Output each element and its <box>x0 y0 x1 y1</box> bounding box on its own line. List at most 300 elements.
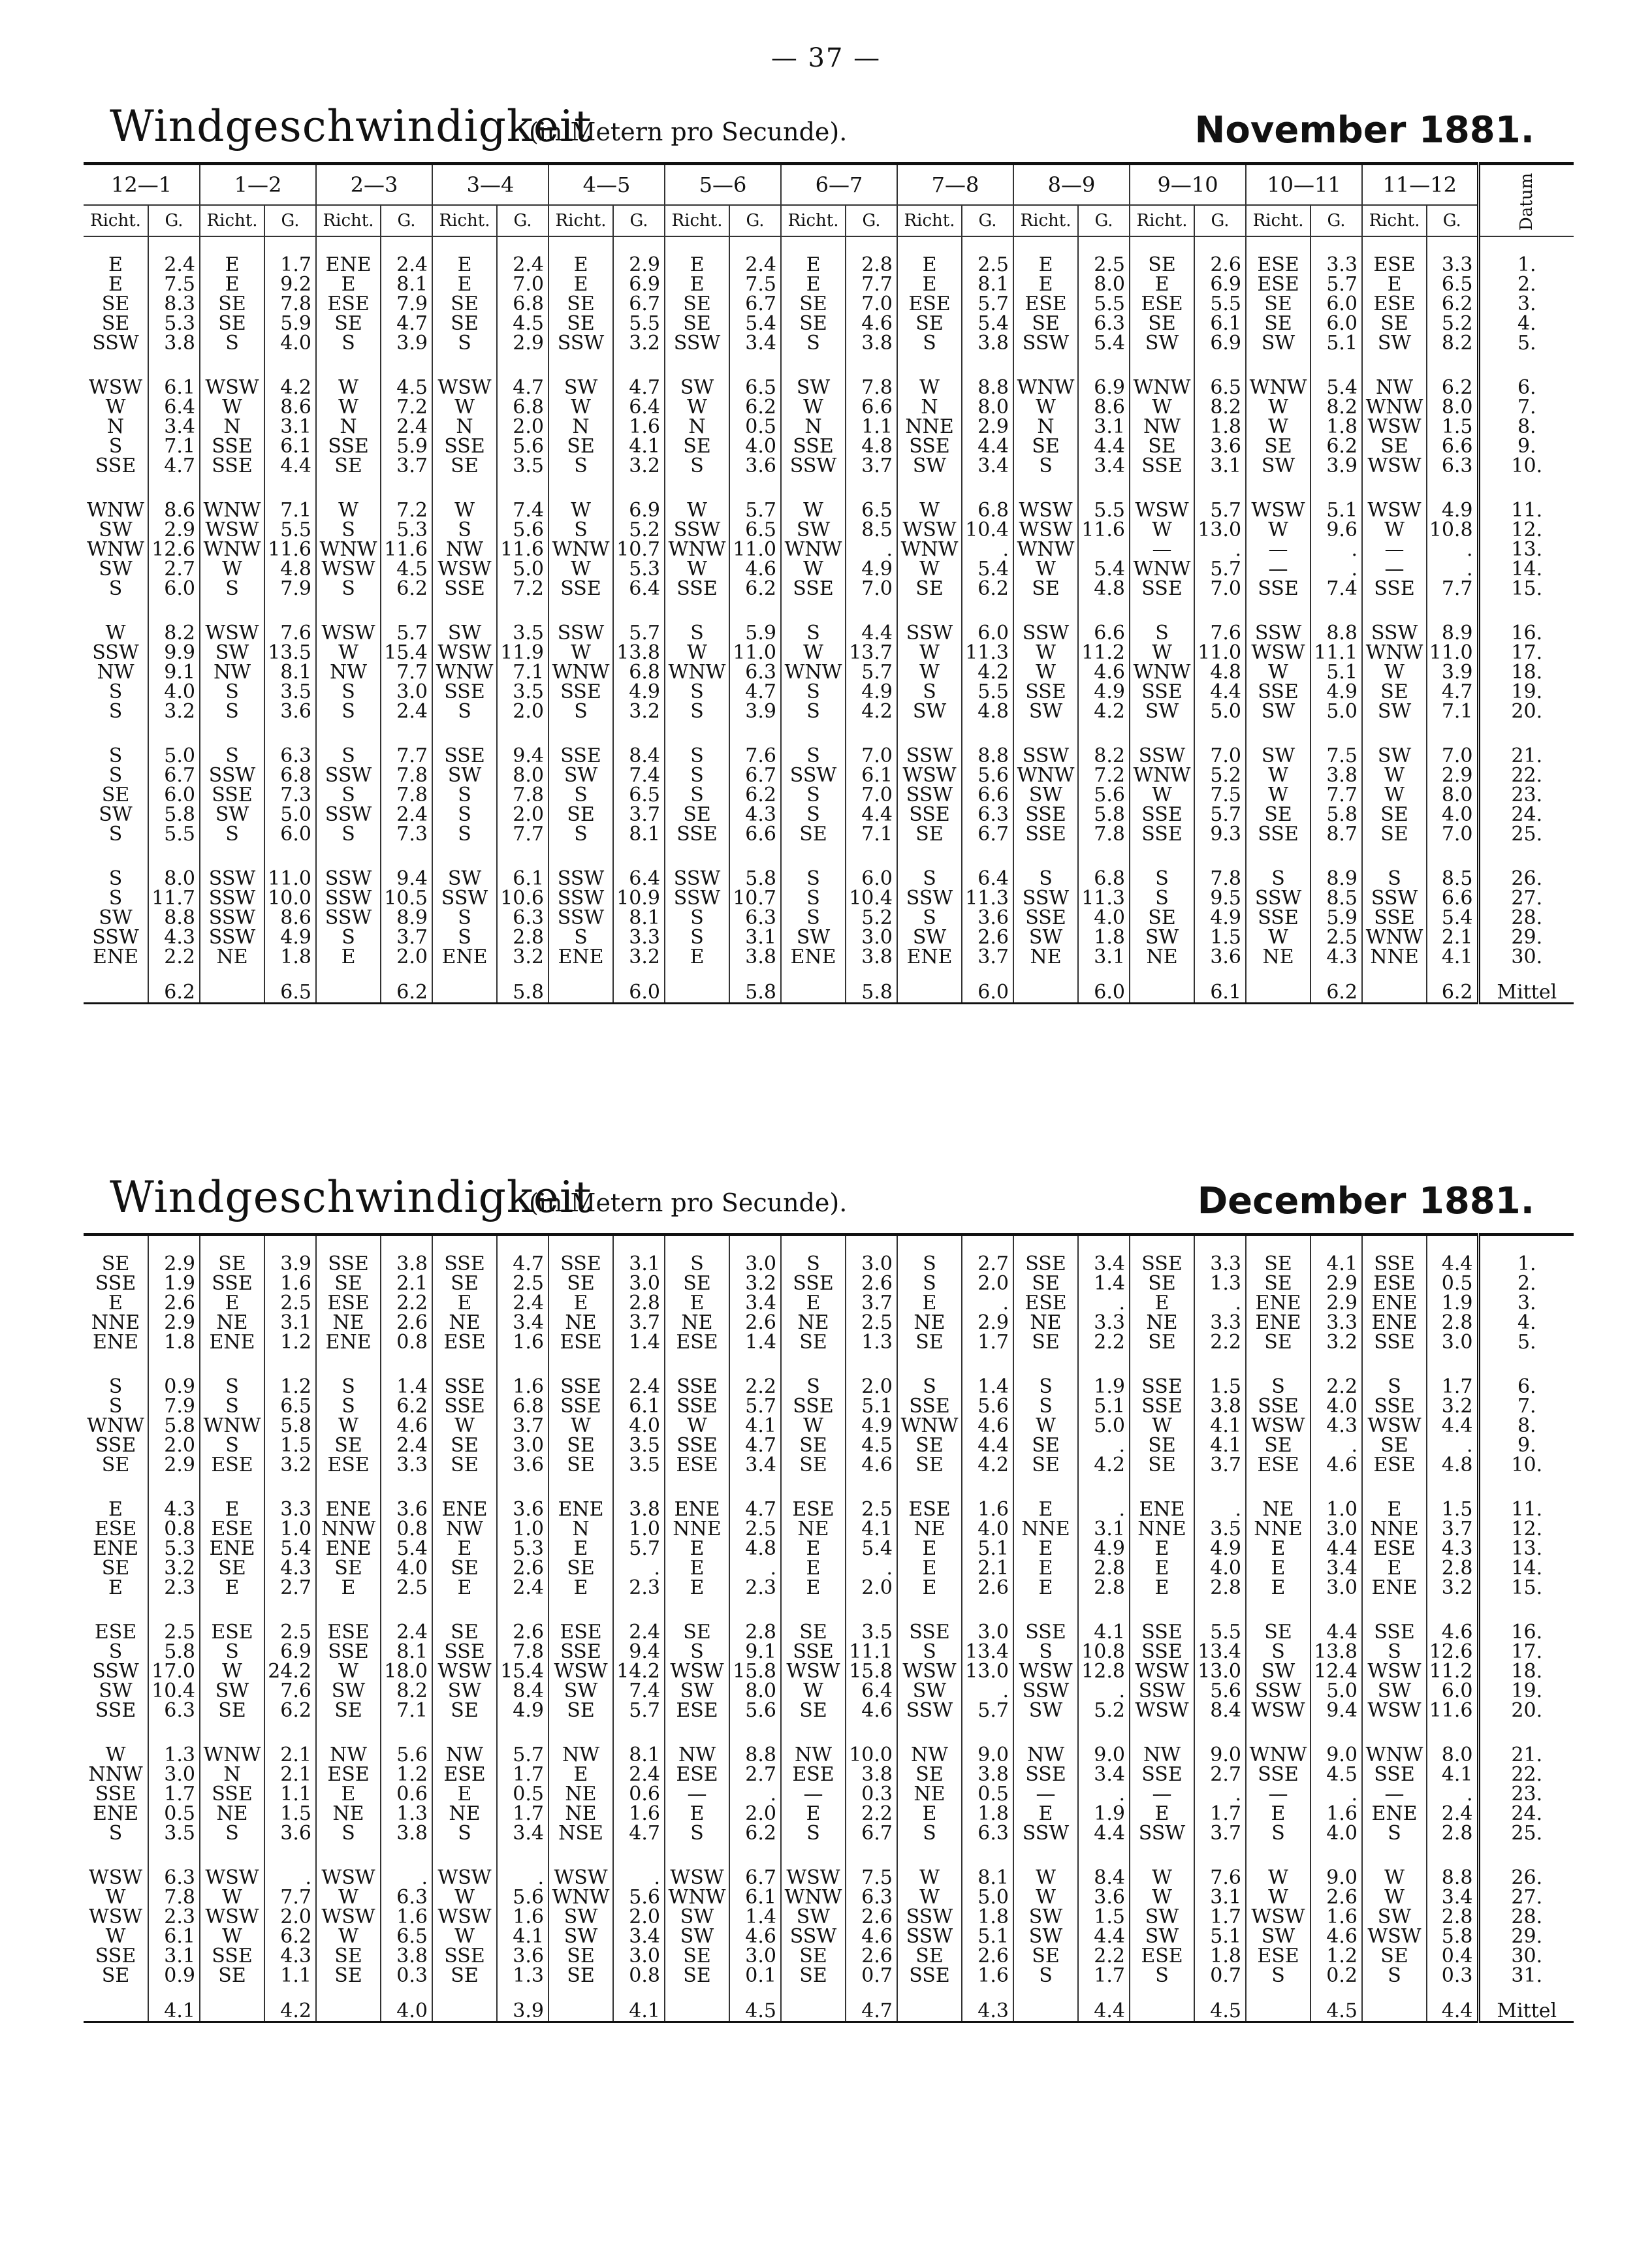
gap-cell <box>200 599 264 624</box>
speed-cell: 3.4 <box>497 1313 548 1333</box>
direction-cell: W <box>1362 520 1427 540</box>
direction-cell: SSE <box>1362 908 1427 928</box>
direction-cell: SW <box>1130 928 1194 947</box>
speed-cell: . <box>1310 540 1362 560</box>
direction-cell: S <box>781 746 846 766</box>
direction-cell: W <box>1013 560 1078 579</box>
speed-cell: 2.9 <box>148 1456 200 1475</box>
gap-cell <box>1194 722 1246 746</box>
speed-cell: 4.1 <box>613 437 665 456</box>
direction-cell: WSW <box>781 1662 846 1681</box>
speed-cell: 0.3 <box>1427 1966 1478 1986</box>
speed-cell: 7.8 <box>381 766 432 786</box>
data-row <box>84 908 1574 928</box>
data-row <box>84 702 1574 722</box>
date-cell: 27. <box>1478 1888 1574 1907</box>
direction-cell: SE <box>1130 255 1194 275</box>
direction-header: Richt. <box>1013 205 1078 236</box>
date-cell: 18. <box>1478 1662 1574 1681</box>
speed-cell: 3.8 <box>613 1500 665 1520</box>
direction-cell: ESE <box>316 1456 381 1475</box>
direction-cell: SSW <box>781 766 846 786</box>
mean-value: 3.9 <box>497 1986 548 2022</box>
gap-cell <box>548 1352 613 1377</box>
gap-cell <box>1246 1598 1310 1623</box>
speed-cell: 2.4 <box>729 255 781 275</box>
speed-cell: 3.8 <box>846 1765 897 1785</box>
direction-cell: WSW <box>432 1907 497 1927</box>
speed-cell: 2.1 <box>962 1559 1013 1578</box>
speed-cell: 3.1 <box>1078 417 1130 437</box>
gap-cell <box>84 1721 148 1745</box>
gap-cell <box>1078 476 1130 501</box>
speed-cell: 11.9 <box>497 643 548 663</box>
gap-cell <box>613 476 665 501</box>
direction-cell: NW <box>432 1745 497 1765</box>
direction-cell: W <box>1246 1868 1310 1888</box>
direction-cell: SSE <box>1130 1397 1194 1416</box>
speed-cell: 3.4 <box>729 1456 781 1475</box>
speed-cell: 2.5 <box>148 1623 200 1642</box>
direction-cell: — <box>1246 1785 1310 1804</box>
direction-cell: WSW <box>1246 1416 1310 1436</box>
date-cell: 23. <box>1478 1785 1574 1804</box>
speed-cell: 1.6 <box>264 1274 316 1294</box>
direction-cell: SE <box>548 314 613 334</box>
speed-cell: 12.6 <box>1427 1642 1478 1662</box>
direction-cell: SE <box>316 314 381 334</box>
direction-cell: SSE <box>432 1377 497 1397</box>
gap-cell <box>148 1352 200 1377</box>
direction-cell: SSE <box>1013 1765 1078 1785</box>
direction-cell: SSE <box>781 579 846 599</box>
gap-cell <box>1013 1721 1078 1745</box>
direction-cell: WNW <box>200 501 264 520</box>
speed-cell: 2.8 <box>1078 1559 1130 1578</box>
date-cell: 7. <box>1478 1397 1574 1416</box>
date-cell: 11. <box>1478 1500 1574 1520</box>
spacer-cell <box>1478 1235 1574 1255</box>
speed-cell: 4.6 <box>1078 663 1130 682</box>
direction-cell: SSE <box>432 1642 497 1662</box>
direction-cell: E <box>1013 1804 1078 1824</box>
direction-cell: S <box>548 825 613 844</box>
speed-cell: 4.4 <box>1078 437 1130 456</box>
data-row <box>84 255 1574 275</box>
speed-cell: 2.8 <box>613 1294 665 1313</box>
direction-cell: E <box>1246 1578 1310 1598</box>
direction-cell: SSE <box>200 1785 264 1804</box>
speed-cell: 4.7 <box>613 1824 665 1843</box>
date-cell: 6. <box>1478 1377 1574 1397</box>
direction-cell: E <box>897 275 962 295</box>
spacer-cell <box>200 236 264 255</box>
speed-cell: 5.1 <box>1310 334 1362 353</box>
speed-cell: 3.4 <box>497 1824 548 1843</box>
direction-cell: E <box>1130 1539 1194 1559</box>
group-gap <box>84 1598 1574 1623</box>
speed-cell: 10.7 <box>729 889 781 908</box>
direction-cell: S <box>432 1824 497 1843</box>
gap-cell <box>962 353 1013 378</box>
direction-cell: W <box>897 663 962 682</box>
gap-cell <box>729 844 781 869</box>
direction-cell: SE <box>548 1436 613 1456</box>
speed-cell: 1.6 <box>962 1966 1013 1986</box>
speed-cell: 5.7 <box>729 501 781 520</box>
speed-cell: 4.1 <box>729 1416 781 1436</box>
gap-cell <box>1130 1721 1194 1745</box>
spacer-cell <box>729 1235 781 1255</box>
direction-cell: E <box>665 1539 729 1559</box>
spacer-cell <box>1078 1235 1130 1255</box>
direction-cell: SE <box>200 295 264 314</box>
direction-cell: NE <box>1013 947 1078 967</box>
speed-cell: 10.0 <box>264 889 316 908</box>
direction-cell: WSW <box>897 1662 962 1681</box>
speed-cell: 6.2 <box>381 1397 432 1416</box>
speed-cell: 3.1 <box>1078 1520 1130 1539</box>
direction-cell: WNW <box>1246 1745 1310 1765</box>
speed-cell: 4.7 <box>148 456 200 476</box>
speed-cell: 3.2 <box>613 702 665 722</box>
direction-cell: SSE <box>432 579 497 599</box>
mean-spacer <box>1013 967 1078 1004</box>
speed-cell: 4.5 <box>846 1436 897 1456</box>
speed-cell: 11.0 <box>729 540 781 560</box>
speed-cell: 2.2 <box>1194 1333 1246 1352</box>
speed-cell: 5.7 <box>497 1745 548 1765</box>
gap-cell <box>897 1598 962 1623</box>
direction-cell: SSE <box>1130 1642 1194 1662</box>
speed-cell: 5.9 <box>381 437 432 456</box>
direction-cell: S <box>84 1397 148 1416</box>
direction-cell: WNW <box>1013 378 1078 398</box>
direction-cell: W <box>1013 398 1078 417</box>
direction-cell: S <box>1362 869 1427 889</box>
section-title <box>84 85 1574 162</box>
direction-cell: E <box>1013 1539 1078 1559</box>
gap-cell <box>665 476 729 501</box>
mean-value: 4.1 <box>613 1986 665 2022</box>
direction-header: Richt. <box>200 205 264 236</box>
gap-cell <box>148 1843 200 1868</box>
direction-cell: SE <box>1013 1456 1078 1475</box>
direction-cell: WSW <box>781 1868 846 1888</box>
mean-spacer <box>84 967 148 1004</box>
speed-cell: . <box>1194 540 1246 560</box>
speed-cell: 6.7 <box>613 295 665 314</box>
direction-cell: S <box>897 334 962 353</box>
gap-cell <box>432 599 497 624</box>
direction-cell: SE <box>1246 1333 1310 1352</box>
speed-cell: 3.9 <box>729 702 781 722</box>
direction-cell: SE <box>897 314 962 334</box>
speed-cell: 7.9 <box>264 579 316 599</box>
speed-cell: 7.8 <box>1194 869 1246 889</box>
speed-cell: 3.3 <box>264 1500 316 1520</box>
direction-cell: W <box>84 1888 148 1907</box>
direction-cell: WNW <box>781 1888 846 1907</box>
direction-cell: SE <box>1246 1436 1310 1456</box>
direction-cell: W <box>1130 398 1194 417</box>
direction-cell: ENE <box>200 1333 264 1352</box>
speed-cell: 7.4 <box>613 766 665 786</box>
gap-cell <box>1362 844 1427 869</box>
gap-cell <box>316 1352 381 1377</box>
direction-cell: NW <box>1130 1745 1194 1765</box>
direction-cell: WNW <box>200 1416 264 1436</box>
speed-cell: 3.4 <box>1078 1254 1130 1274</box>
direction-cell: W <box>432 501 497 520</box>
direction-cell: SSE <box>665 579 729 599</box>
speed-cell: 6.1 <box>497 869 548 889</box>
direction-cell: ENE <box>84 947 148 967</box>
speed-cell: 5.3 <box>613 560 665 579</box>
gap-cell <box>84 1843 148 1868</box>
speed-cell: 2.6 <box>962 1947 1013 1966</box>
direction-cell: NW <box>316 1745 381 1765</box>
date-cell: 15. <box>1478 579 1574 599</box>
direction-cell: SE <box>665 1274 729 1294</box>
speed-cell: 0.5 <box>148 1804 200 1824</box>
direction-cell: ESE <box>1130 295 1194 314</box>
direction-cell: ENE <box>84 1333 148 1352</box>
direction-cell: — <box>1362 540 1427 560</box>
speed-cell: 2.6 <box>1310 1888 1362 1907</box>
gap-cell <box>1362 1475 1427 1500</box>
speed-cell: 6.0 <box>148 786 200 805</box>
hour-header: 4—5 <box>548 164 665 206</box>
direction-cell: SE <box>432 295 497 314</box>
speed-cell: 2.3 <box>729 1578 781 1598</box>
direction-cell: W <box>200 1662 264 1681</box>
direction-cell: ESE <box>781 1500 846 1520</box>
direction-cell: ESE <box>316 1765 381 1785</box>
data-row <box>84 520 1574 540</box>
speed-cell: 1.0 <box>1310 1500 1362 1520</box>
direction-cell: ENE <box>1362 1578 1427 1598</box>
direction-cell: W <box>1246 398 1310 417</box>
gap-cell <box>1078 1352 1130 1377</box>
direction-cell: W <box>432 1888 497 1907</box>
gap-cell <box>613 1598 665 1623</box>
mittel-label: Mittel <box>1478 1986 1574 2022</box>
speed-cell: 15.4 <box>381 643 432 663</box>
gap-cell <box>665 1352 729 1377</box>
gap-cell <box>264 1352 316 1377</box>
direction-cell: S <box>84 746 148 766</box>
gap-cell <box>781 1598 846 1623</box>
gap-cell <box>1246 1475 1310 1500</box>
speed-cell: 5.5 <box>1078 295 1130 314</box>
speed-cell: 6.9 <box>264 1642 316 1662</box>
speed-cell: 6.9 <box>613 275 665 295</box>
speed-cell: 4.9 <box>1427 501 1478 520</box>
data-row <box>84 1313 1574 1333</box>
direction-cell: SW <box>432 624 497 643</box>
spacer-cell <box>1013 1235 1078 1255</box>
gap-cell <box>781 476 846 501</box>
direction-cell: S <box>1246 1377 1310 1397</box>
direction-cell: W <box>665 501 729 520</box>
direction-cell: SE <box>1130 908 1194 928</box>
direction-cell: NE <box>781 1313 846 1333</box>
data-row <box>84 1397 1574 1416</box>
date-cell: 21. <box>1478 1745 1574 1765</box>
speed-cell: 5.0 <box>1078 1416 1130 1436</box>
speed-cell: 11.6 <box>1427 1701 1478 1721</box>
speed-cell: 8.6 <box>1078 398 1130 417</box>
direction-cell: WSW <box>548 1868 613 1888</box>
speed-cell: 3.9 <box>1427 663 1478 682</box>
speed-cell: 4.5 <box>1310 1765 1362 1785</box>
direction-cell: ENE <box>316 255 381 275</box>
direction-cell: SE <box>665 295 729 314</box>
direction-cell: WNW <box>897 1416 962 1436</box>
gap-cell <box>1246 599 1310 624</box>
date-cell: 20. <box>1478 1701 1574 1721</box>
speed-cell: . <box>1310 1785 1362 1804</box>
direction-cell: W <box>548 643 613 663</box>
mean-value: 4.4 <box>1078 1986 1130 2022</box>
speed-cell: 7.0 <box>1427 825 1478 844</box>
direction-cell: W <box>316 643 381 663</box>
data-row <box>84 417 1574 437</box>
speed-cell: 2.1 <box>1427 928 1478 947</box>
direction-cell: W <box>897 560 962 579</box>
date-cell: 13. <box>1478 540 1574 560</box>
speed-cell: 5.5 <box>613 314 665 334</box>
direction-cell: SE <box>548 295 613 314</box>
speed-cell: 8.8 <box>962 378 1013 398</box>
mean-spacer <box>548 1986 613 2022</box>
direction-cell: SSE <box>548 1397 613 1416</box>
direction-cell: WSW <box>897 766 962 786</box>
direction-cell: SE <box>1130 1456 1194 1475</box>
speed-cell: 1.9 <box>1078 1377 1130 1397</box>
mean-value: 6.5 <box>264 967 316 1004</box>
speed-cell: 4.4 <box>846 805 897 825</box>
speed-cell: 6.1 <box>264 437 316 456</box>
direction-cell: SSE <box>1362 1254 1427 1274</box>
data-row <box>84 1436 1574 1456</box>
direction-cell: WNW <box>665 1888 729 1907</box>
direction-cell: SE <box>1013 437 1078 456</box>
speed-cell: 1.6 <box>613 417 665 437</box>
direction-cell: ENE <box>1362 1804 1427 1824</box>
mean-spacer <box>432 1986 497 2022</box>
spacer-cell <box>264 236 316 255</box>
direction-cell: NE <box>432 1804 497 1824</box>
gap-cell <box>432 722 497 746</box>
direction-cell: S <box>84 1377 148 1397</box>
speed-cell: 8.0 <box>497 766 548 786</box>
direction-cell: S <box>200 334 264 353</box>
speed-cell: 7.8 <box>148 1888 200 1907</box>
direction-cell: S <box>432 520 497 540</box>
direction-cell: E <box>432 1539 497 1559</box>
gap-cell <box>1310 353 1362 378</box>
speed-cell: 8.0 <box>1078 275 1130 295</box>
direction-cell: WNW <box>665 663 729 682</box>
speed-cell: 11.6 <box>264 540 316 560</box>
direction-cell: ENE <box>200 1539 264 1559</box>
speed-cell: 11.6 <box>497 540 548 560</box>
speed-cell: 3.3 <box>1078 1313 1130 1333</box>
spacer-cell <box>148 1235 200 1255</box>
speed-cell: 2.8 <box>846 255 897 275</box>
direction-cell: SW <box>200 805 264 825</box>
gap-cell <box>1478 844 1574 869</box>
speed-cell: 6.5 <box>381 1927 432 1947</box>
speed-cell: 1.2 <box>381 1765 432 1785</box>
speed-cell: 0.8 <box>613 1966 665 1986</box>
direction-cell: SE <box>1246 314 1310 334</box>
speed-cell: 13.0 <box>1194 520 1246 540</box>
speed-cell: 5.4 <box>729 314 781 334</box>
direction-cell: W <box>316 501 381 520</box>
speed-cell: 4.6 <box>381 1416 432 1436</box>
group-gap <box>84 722 1574 746</box>
speed-cell: 1.5 <box>1427 417 1478 437</box>
speed-cell: 2.6 <box>381 1313 432 1333</box>
speed-cell: 4.2 <box>1078 1456 1130 1475</box>
direction-cell: WNW <box>84 501 148 520</box>
date-cell: 29. <box>1478 928 1574 947</box>
speed-cell: 1.4 <box>381 1377 432 1397</box>
speed-cell: 1.3 <box>497 1966 548 1986</box>
speed-cell: 7.2 <box>381 398 432 417</box>
speed-header: G. <box>613 205 665 236</box>
direction-cell: SSE <box>1246 1765 1310 1785</box>
gap-cell <box>200 353 264 378</box>
date-cell: 25. <box>1478 825 1574 844</box>
gap-cell <box>781 599 846 624</box>
speed-cell: 8.6 <box>264 398 316 417</box>
speed-cell: 4.3 <box>1310 947 1362 967</box>
direction-cell: S <box>432 334 497 353</box>
section-0 <box>84 85 1574 1004</box>
speed-cell: 4.5 <box>381 378 432 398</box>
gap-cell <box>548 1721 613 1745</box>
direction-cell: S <box>781 786 846 805</box>
data-row <box>84 947 1574 967</box>
direction-cell: E <box>897 1559 962 1578</box>
gap-cell <box>613 599 665 624</box>
mean-spacer <box>84 1986 148 2022</box>
speed-cell: 1.1 <box>846 417 897 437</box>
spacer-cell <box>729 236 781 255</box>
speed-cell: 2.0 <box>381 947 432 967</box>
date-cell: 31. <box>1478 1966 1574 1986</box>
gap-cell <box>497 722 548 746</box>
direction-cell: SE <box>781 1436 846 1456</box>
speed-cell: 1.0 <box>264 1520 316 1539</box>
date-cell: 15. <box>1478 1578 1574 1598</box>
speed-cell: 2.6 <box>962 928 1013 947</box>
direction-cell: SE <box>200 1254 264 1274</box>
speed-cell: 3.0 <box>1427 1333 1478 1352</box>
speed-cell: 11.0 <box>264 869 316 889</box>
speed-header: G. <box>1194 205 1246 236</box>
spacer-cell <box>316 1235 381 1255</box>
speed-cell: 11.3 <box>962 643 1013 663</box>
direction-cell: SSE <box>548 1642 613 1662</box>
gap-cell <box>200 1598 264 1623</box>
speed-cell: 7.1 <box>497 663 548 682</box>
direction-cell: SW <box>1130 334 1194 353</box>
